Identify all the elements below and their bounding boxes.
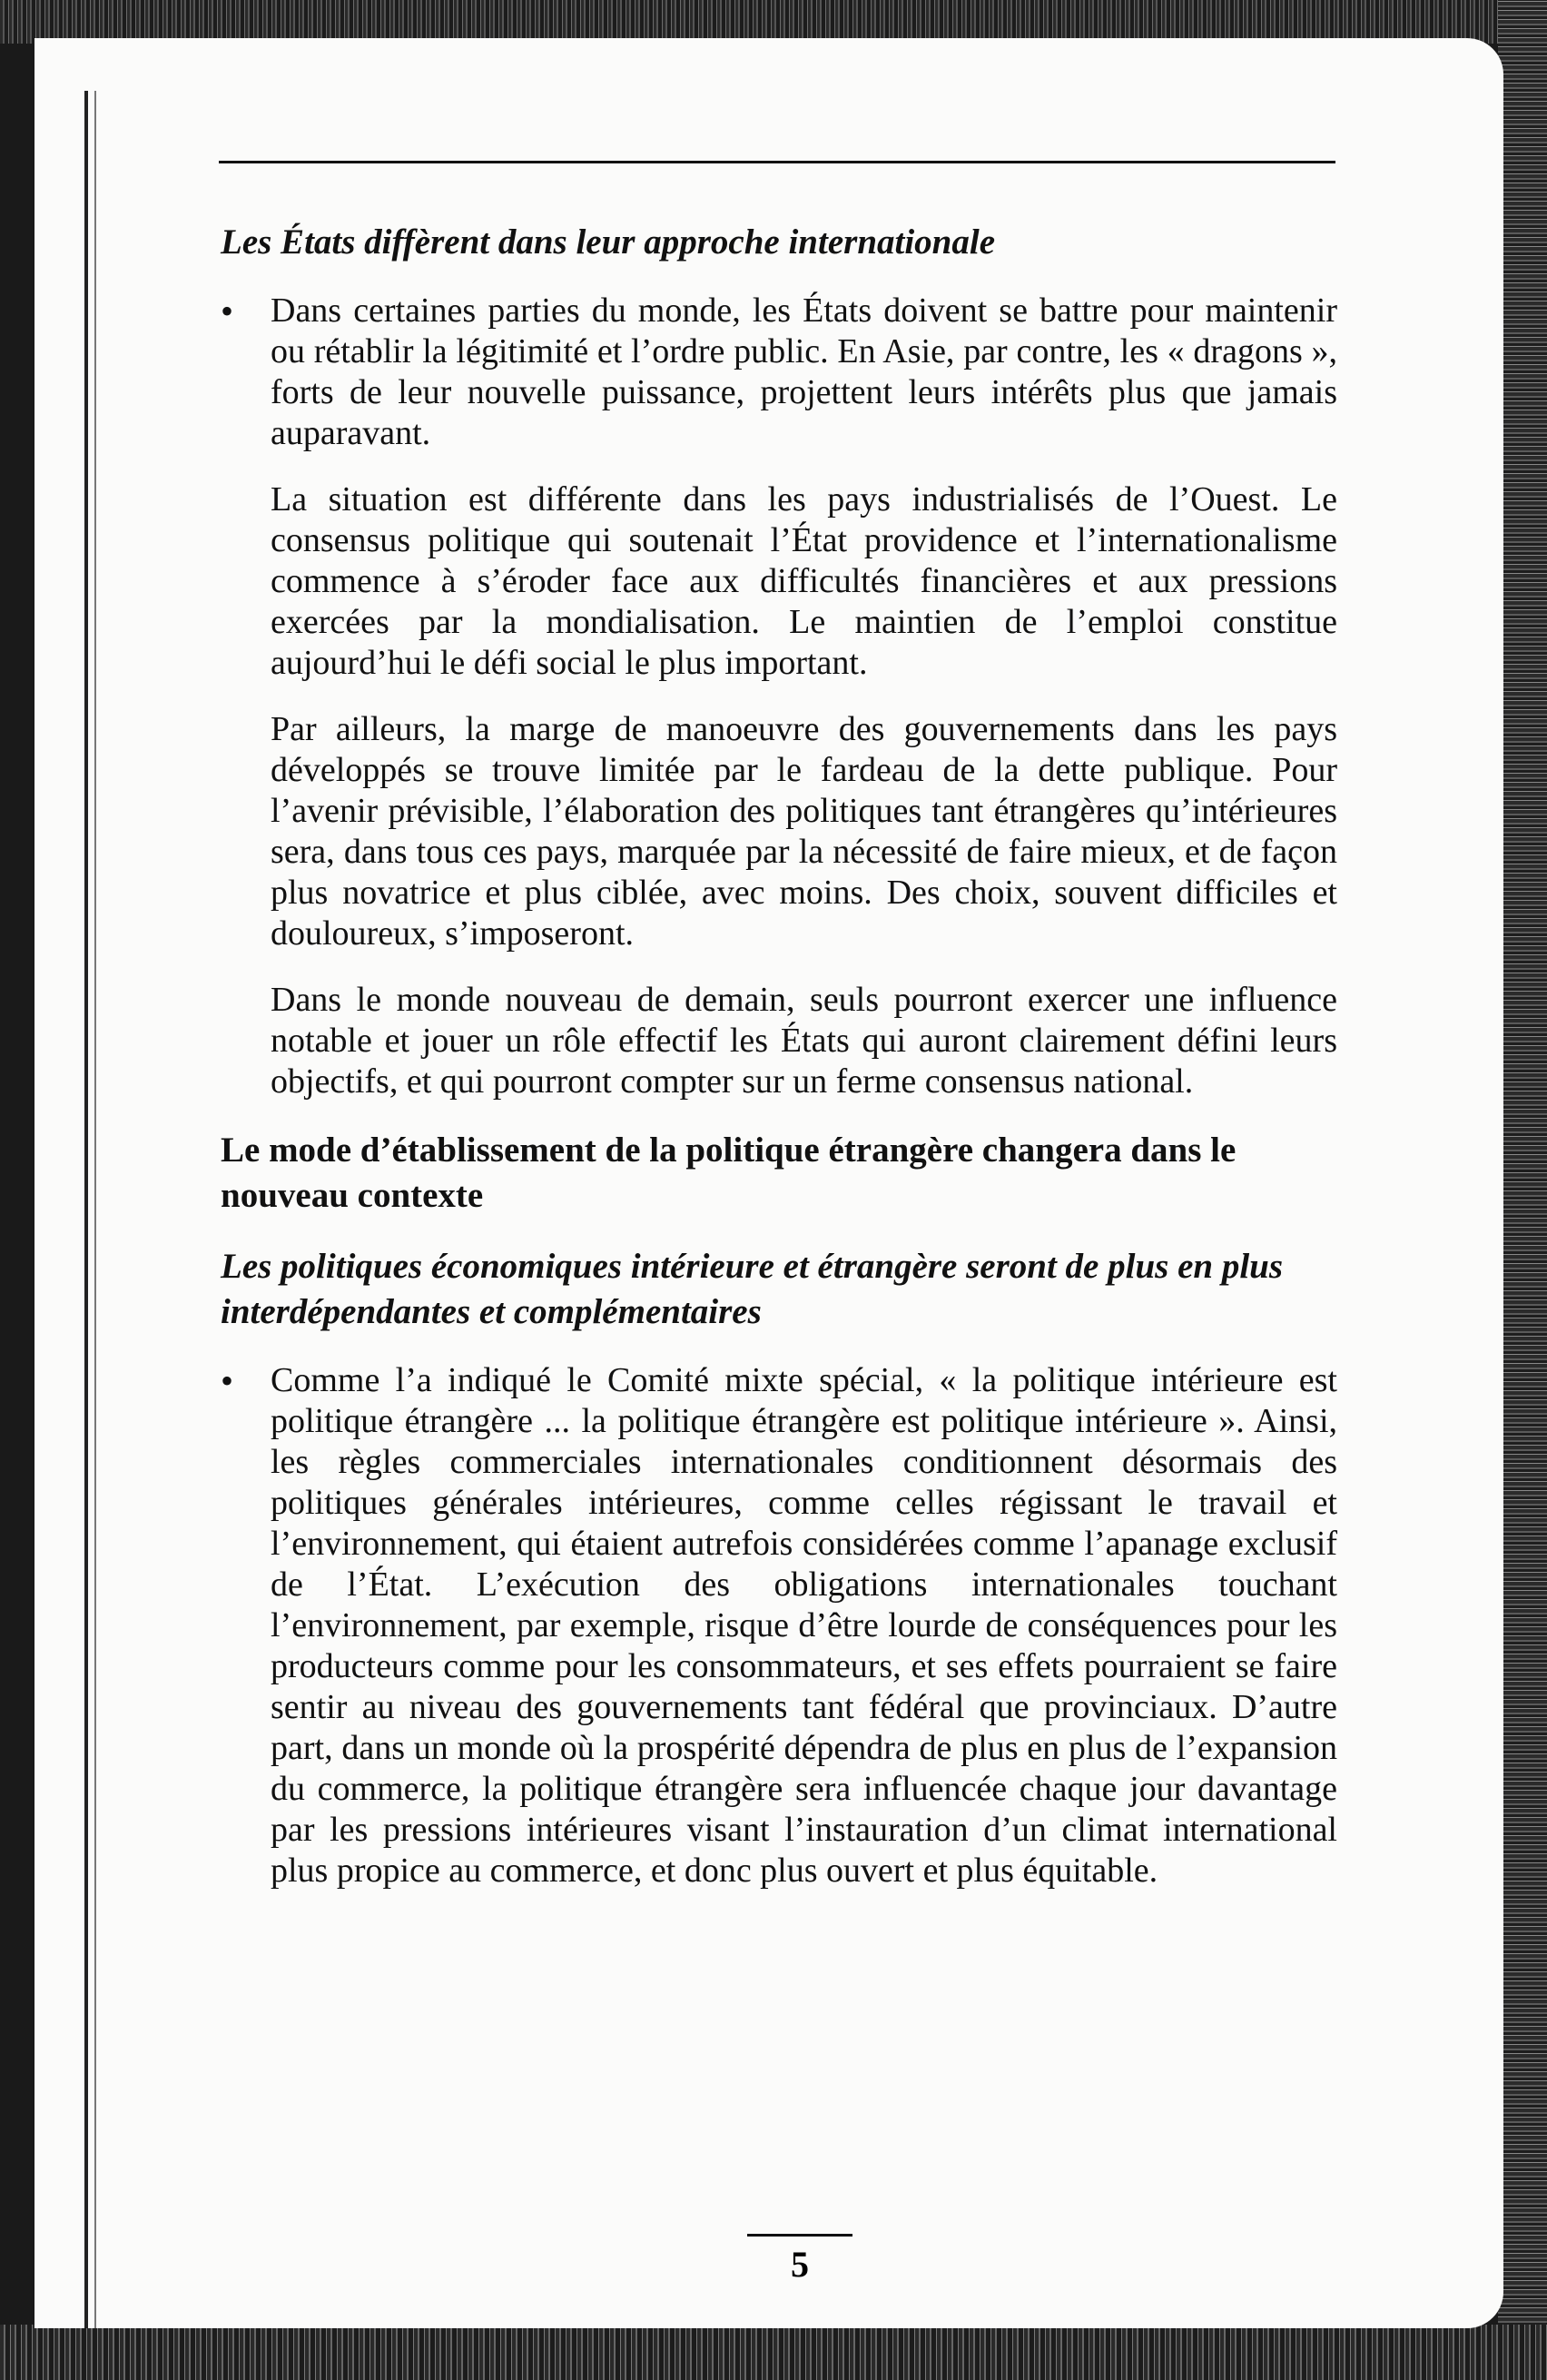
bullet-marker: • [221, 291, 234, 331]
bullet-item [221, 291, 1337, 454]
page-content [221, 220, 1337, 1917]
bullet-text: Dans certaines parties du monde, les États doivent se battre pour maintenir ou rétablir la légitimité et l’ordre public. En Asie, par contre, les « dragons », forts de leur nouvelle puissance, projettent leurs intérêts plus que jamais auparavant. [271, 291, 1337, 452]
binding-edge-shadow [94, 91, 96, 2328]
bullet-marker: • [221, 1360, 234, 1401]
header-rule [219, 161, 1335, 163]
section-heading-states: Les États diffèrent dans leur approche internationale [221, 222, 996, 262]
paragraph-west: La situation est différente dans les pays industrialisés de l’Ouest. Le consensus politique qui soutenait l’État providence et l’internationalisme commence à s’éroder face aux difficultés financières et aux pressions exercées par la mondialisation. Le maintien de l’emploi constitue aujourd’hui le défi social le plus important. [271, 480, 1337, 682]
scan-border-bottom [0, 2325, 1547, 2380]
scan-border-top [0, 0, 1547, 44]
section-heading-policy: Le mode d’établissement de la politique étrangère changera dans le nouveau contexte [221, 1131, 1237, 1215]
paragraph-debt: Par ailleurs, la marge de manoeuvre des gouvernements dans les pays développés se trouve limitée par le fardeau de la dette publique. Pour l’avenir prévisible, l’élaboration des politiques tant étrangères qu’intérieures sera, dans tous ces pays, marquée par la nécessité de faire mieux, et de façon plus novatrice et plus ciblée, avec moins. Des choix, souvent difficiles et douloureux, s’imposeront. [271, 710, 1337, 953]
page-number-rule [747, 2234, 852, 2237]
bullet-item [221, 1360, 1337, 1891]
page-number: 5 [791, 2244, 809, 2285]
bullet-text: Comme l’a indiqué le Comité mixte spécial, « la politique intérieure est politique étrangère ... la politique étrangère est politique intérieure ». Ainsi, les règles commerciales internationales conditionnent désormais des politiques générales intérieures, comme celles régissant le travail et l’environnement, qui étaient autrefois considérées comme l’apanage exclusif de l’État. L’exécution des obligations internationales touchant l’environnement, par exemple, risque d’être lourde de conséquences pour les producteurs comme pour les consommateurs, et ses effets pourraient se faire sentir au niveau des gouvernements tant fédéral que provinciaux. D’autre part, dans un monde où la prospérité dépendra de plus en plus de l’expansion du commerce, la politique étrangère sera influencée chaque jour davantage par les pressions intérieures visant l’instauration d’un climat international plus propice au commerce, et donc plus ouvert et plus équitable. [271, 1361, 1337, 1890]
scan-border-right [1498, 0, 1547, 2380]
binding-edge [84, 91, 88, 2328]
section-subheading-economics: Les politiques économiques intérieure et étrangère seront de plus en plus interdépendantes et complémentaires [221, 1247, 1284, 1331]
paragraph-future: Dans le monde nouveau de demain, seuls pourront exercer une influence notable et jouer un rôle effectif les États qui auront clairement défini leurs objectifs, et qui pourront compter sur un ferme consensus national. [271, 981, 1337, 1101]
document-page [34, 38, 1503, 2328]
